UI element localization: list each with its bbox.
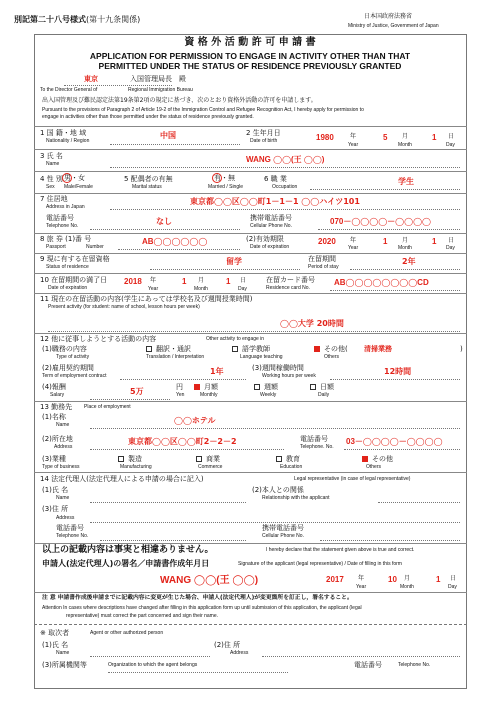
biz-other: その他 — [372, 455, 393, 463]
dob-label-en: Date of birth — [250, 138, 278, 144]
expiry-label: 10 在留期間の満了日 — [40, 276, 108, 284]
tel-value[interactable]: なし — [156, 217, 172, 226]
period-label-en: Period of stay — [308, 264, 339, 270]
expiry-day[interactable]: 1 — [226, 277, 231, 286]
other-activity-label: 12 他に従事しようとする活動の内容 — [40, 335, 157, 343]
passport-year-unit: 年 — [350, 237, 357, 244]
sign-month[interactable]: 10 — [388, 575, 397, 584]
form-number: 別記第二十八号様式(第十九条関係) — [14, 15, 141, 24]
note-en-1: Attention In cases where descriptions have changed after filling in this application form up until submission of this application, the applicant (legal — [42, 605, 362, 611]
weekly-label: 週額 — [264, 383, 278, 391]
legal-rep-name-label-en: Name — [56, 495, 70, 501]
agent-divider — [34, 624, 467, 625]
agent-name-line — [90, 656, 210, 657]
agent-addr-label-en: Address — [230, 650, 249, 656]
name-line — [110, 167, 460, 168]
monthly-label: 月額 — [204, 383, 218, 391]
legal-rep-rel-line — [378, 502, 460, 503]
employment-label-en: Place of employment — [84, 404, 131, 410]
legal-rep-label-en: Legal representative (in case of legal representative) — [294, 476, 411, 482]
salary-label: (4)報酬 — [42, 383, 66, 391]
checkbox-commerce[interactable] — [196, 456, 202, 462]
sex-label: 4 性 別 — [40, 175, 63, 183]
addressee-to-en: To the Director General of — [40, 87, 98, 93]
dob-month[interactable]: 5 — [383, 133, 388, 142]
contract-label-en: Term of employment contract — [42, 373, 107, 379]
sign-day[interactable]: 1 — [436, 575, 441, 584]
opt-other-en: Others — [324, 354, 340, 360]
tel-label: 電話番号 — [46, 214, 74, 222]
checkbox-translation[interactable] — [146, 346, 152, 352]
name-value[interactable]: WANG ◯◯(王 ◯◯) — [246, 155, 325, 164]
employer-name-value[interactable]: ◯◯ホテル — [174, 416, 216, 425]
addressee-bureau-en: Regional Immigration Bureau — [128, 87, 193, 93]
nationality-line — [110, 144, 240, 145]
passport-expiry-month[interactable]: 1 — [383, 237, 388, 246]
rule-12 — [34, 543, 467, 544]
address-value[interactable]: 東京都◯◯区◯◯町1－1－1 ◯◯ハイツ101 — [190, 197, 360, 206]
legal-rep-cell-label: 携帯電話番号 — [262, 524, 304, 532]
hours-label: (3)週間稼働時間 — [252, 364, 304, 372]
present-activity-line — [48, 331, 460, 332]
period-label: 在留期間 — [308, 255, 336, 263]
daily-label: 日額 — [320, 383, 334, 391]
employer-tel-line — [344, 449, 460, 450]
declaration-jp: 以上の記載内容は事実と相違ありません。 — [42, 545, 214, 555]
business-label-en: Type of business — [42, 464, 80, 470]
address-line — [110, 209, 460, 210]
legal-rep-addr-line — [90, 522, 460, 523]
agent-name-label: (1)氏 名 — [42, 641, 69, 649]
dob-day[interactable]: 1 — [432, 133, 437, 142]
occupation-label-en: Occupation — [272, 184, 298, 190]
rule-3 — [34, 171, 467, 172]
employer-tel-label-en: Telephone. No. — [300, 444, 334, 450]
employer-addr-label-en: Address — [54, 444, 73, 450]
employer-name-label: (1)名称 — [42, 413, 66, 421]
biz-other-en: Others — [366, 464, 382, 470]
biz-education: 教育 — [286, 455, 300, 463]
agent-org-label-en: Organization to which the agent belongs — [108, 662, 198, 668]
business-label: (3)業種 — [42, 455, 66, 463]
activity-type-label-en: Type of activity — [56, 354, 90, 360]
opt-other: その他( — [324, 345, 348, 353]
checkbox-education[interactable] — [276, 456, 282, 462]
checkbox-weekly[interactable] — [254, 384, 260, 390]
checkbox-monthly[interactable] — [194, 384, 200, 390]
daily-label-en: Daily — [318, 392, 330, 398]
checkbox-biz-other[interactable] — [362, 456, 368, 462]
employer-addr-line — [90, 449, 284, 450]
employer-name-line — [90, 428, 460, 429]
dob-year-unit: 年 — [350, 133, 357, 140]
present-activity-value[interactable]: ◯◯大学 20時間 — [280, 319, 344, 328]
legal-rep-tel-label-en: Telephone No. — [56, 533, 89, 539]
tel-label-en: Telephone No. — [46, 223, 79, 229]
passport-number-en: Number — [86, 244, 104, 250]
sex-options-en: Male/Female — [64, 184, 93, 190]
address-label: 7 住居地 — [40, 195, 68, 203]
sign-label-jp: 申請人(法定代理人)の署名／申請書作成年月日 — [42, 559, 210, 568]
passport-expiry-year[interactable]: 2020 — [318, 237, 336, 246]
nationality-label: 1 国 籍・地 域 — [40, 129, 87, 137]
rule-11 — [34, 472, 467, 473]
addressee-city: 東京 — [84, 75, 98, 83]
opt-other-value[interactable]: 清掃業務 — [364, 345, 392, 353]
sign-month-en: Month — [400, 584, 414, 590]
expiry-month-en: Month — [194, 286, 208, 292]
dob-year[interactable]: 1980 — [316, 133, 334, 142]
period-line — [350, 269, 460, 270]
legal-rep-name-label: (1)氏 名 — [42, 486, 69, 494]
passport-month-unit: 月 — [402, 237, 409, 244]
marital-options[interactable]: 有・無 — [214, 174, 235, 182]
expiry-year[interactable]: 2018 — [124, 277, 142, 286]
signature[interactable]: WANG ◯◯(王 ◯◯) — [160, 575, 259, 586]
present-activity-label-en: Present activity (for student: name of school, lesson hours per week) — [48, 304, 200, 310]
sign-day-unit: 日 — [450, 575, 457, 582]
sex-label-en: Sex — [46, 184, 55, 190]
legal-rep-label: 14 法定代理人(法定代理人による申請の場合に記入) — [40, 475, 204, 483]
passport-expiry-label-en: Date of expiration — [250, 244, 290, 250]
expiry-year-en: Year — [148, 286, 159, 292]
activity-type-label: (1)職務の内容 — [42, 345, 87, 353]
cell-label: 携帯電話番号 — [250, 214, 292, 222]
biz-manufacturing: 製造 — [128, 455, 142, 463]
legal-rep-tel-label: 電話番号 — [56, 524, 84, 532]
employer-tel-label: 電話番号 — [300, 435, 328, 443]
title-en-1: APPLICATION FOR PERMISSION TO ENGAGE IN ACTIVITY OTHER THAN THAT — [89, 51, 411, 61]
expiry-month[interactable]: 1 — [182, 277, 187, 286]
rule-5 — [34, 233, 467, 234]
dob-day-unit: 日 — [448, 133, 455, 140]
ministry-en: Ministry of Justice, Government of Japan — [348, 23, 439, 29]
employer-addr-value[interactable]: 東京都◯◯区◯◯町2－2－2 — [128, 437, 237, 446]
contract-line — [120, 379, 246, 380]
sign-year-en: Year — [356, 584, 367, 590]
cell-line — [318, 229, 460, 230]
tel-line — [90, 229, 240, 230]
opt-language-en: Language teaching — [240, 354, 283, 360]
dob-day-en: Day — [446, 142, 455, 148]
passport-month-en: Month — [398, 245, 412, 251]
hours-value[interactable]: 12時間 — [384, 367, 412, 376]
opt-other-close: ) — [460, 345, 463, 353]
passport-year-en: Year — [348, 245, 359, 251]
status-label: 9 現に有する在留資格 — [40, 255, 110, 263]
sign-label-en: Signature of the applicant (legal representative) / Date of filling in this form — [238, 561, 402, 567]
addressee-line — [64, 85, 172, 86]
hours-line — [330, 379, 460, 380]
opt-language: 語学教師 — [242, 345, 270, 353]
agent-name-label-en: Name — [56, 650, 70, 656]
checkbox-daily[interactable] — [310, 384, 316, 390]
marital-label: 5 配偶者の有無 — [124, 175, 173, 183]
status-value[interactable]: 留学 — [226, 257, 242, 266]
biz-education-en: Education — [280, 464, 303, 470]
rule-13 — [34, 592, 467, 593]
opt-translation: 翻訳・通訳 — [156, 345, 191, 353]
rule-8 — [34, 293, 467, 294]
contract-value[interactable]: 1年 — [210, 367, 224, 376]
agent-org-label: (3)所属機関等 — [42, 661, 87, 669]
employer-addr-label: (2)所在地 — [42, 435, 73, 443]
employer-tel-value[interactable]: 03－◯◯◯◯－◯◯◯◯ — [346, 437, 443, 446]
marital-label-en: Marital status — [132, 184, 162, 190]
monthly-label-en: Monthly — [200, 392, 218, 398]
legal-rep-addr-label-en: Address — [56, 515, 75, 521]
nationality-label-en: Nationality / Region — [46, 138, 90, 144]
rule-4 — [34, 193, 467, 194]
checkbox-language[interactable] — [232, 346, 238, 352]
hours-label-en: Working hours per week — [262, 373, 316, 379]
expiry-month-unit: 月 — [198, 277, 205, 284]
rule-2 — [34, 149, 467, 150]
biz-commerce: 商業 — [206, 455, 220, 463]
agent-label: ※ 取次者 — [40, 629, 70, 637]
occupation-label: 6 職 業 — [264, 175, 287, 183]
intro-jp: 出入国管理及び難民認定法第19条第2項の規定に基づき、次のとおり資格外活動の許可を申請します。 — [42, 97, 317, 104]
passport-line — [118, 249, 240, 250]
card-label-en: Residence card No. — [266, 285, 310, 291]
rule-1 — [34, 126, 467, 127]
address-label-en: Address in Japan — [46, 204, 85, 210]
occupation-value[interactable]: 学生 — [398, 177, 414, 186]
occupation-line — [310, 189, 460, 190]
expiry-day-en: Day — [238, 286, 247, 292]
legal-rep-rel-label: (2)本人との関係 — [252, 486, 304, 494]
passport-day-unit: 日 — [448, 237, 455, 244]
addressee-bureau: 入国管理局長 殿 — [130, 75, 186, 83]
present-activity-label: 11 現在の在留活動の内容(学生にあっては学校名及び週間授業時間) — [40, 295, 253, 303]
legal-rep-rel-label-en: Relationship with the applicant — [262, 495, 330, 501]
declaration-en: I hereby declare that the statement given above is true and correct. — [266, 547, 415, 553]
passport-day-en: Day — [446, 245, 455, 251]
employment-label: 13 勤務先 — [40, 403, 73, 411]
biz-manufacturing-en: Manufacturing — [120, 464, 152, 470]
marital-options-en: Married / Single — [208, 184, 244, 190]
agent-addr-line — [262, 656, 460, 657]
opt-translation-en: Translation / Interpretation — [146, 354, 205, 360]
agent-addr-label: (2)住 所 — [214, 641, 241, 649]
contract-label: (2)雇用契約期間 — [42, 364, 94, 372]
yen-label: 円 — [176, 383, 183, 391]
status-line — [150, 269, 300, 270]
legal-rep-addr-label: (3)住 所 — [42, 505, 69, 513]
sign-year-unit: 年 — [358, 575, 365, 582]
passport-number[interactable]: AB◯◯◯◯◯◯ — [142, 237, 208, 246]
legal-rep-cell-label-en: Cellular Phone No. — [262, 533, 304, 539]
dob-month-en: Month — [398, 142, 412, 148]
passport-label-en: Passport — [46, 244, 66, 250]
agent-org-line — [108, 672, 288, 673]
intro-en-1: Pursuant to the provisions of Paragraph 2 of Article 19-2 of the Immigration Control and Refugee Recognition Act, I hereby apply for permission to — [42, 107, 364, 113]
biz-commerce-en: Commerce — [198, 464, 223, 470]
employer-name-label-en: Name — [56, 422, 70, 428]
agent-tel-label: 電話番号 — [354, 661, 382, 669]
other-activity-label-en: Other activity to engage in — [206, 336, 265, 342]
name-label: 3 氏 名 — [40, 152, 63, 160]
passport-expiry-label: (2)有効期限 — [246, 235, 284, 243]
rule-7 — [34, 273, 467, 274]
ministry-jp: 日本国政府法務省 — [364, 13, 413, 20]
rule-6 — [34, 253, 467, 254]
cell-label-en: Cellular Phone No. — [250, 223, 292, 229]
name-label-en: Name — [46, 161, 60, 167]
card-line — [330, 290, 460, 291]
legal-rep-cell-line — [320, 540, 460, 541]
salary-line — [90, 399, 170, 400]
period-value[interactable]: 2年 — [402, 257, 416, 266]
sign-day-en: Day — [448, 584, 457, 590]
legal-rep-tel-line — [100, 540, 246, 541]
agent-label-en: Agent or other authorized person — [90, 630, 164, 636]
status-label-en: Status of residence — [46, 264, 89, 270]
weekly-label-en: Weekly — [260, 392, 277, 398]
sign-year[interactable]: 2017 — [326, 575, 344, 584]
sign-month-unit: 月 — [404, 575, 411, 582]
yen-label-en: Yen — [176, 392, 185, 398]
title-jp: 資 格 外 活 動 許 可 申 請 書 — [184, 37, 316, 48]
checkbox-manufacturing[interactable] — [118, 456, 124, 462]
note-en-2: representative) must correct the part concerned and sign their name. — [66, 613, 219, 619]
expiry-label-en: Date of expiration — [48, 285, 88, 291]
cell-value[interactable]: 070－◯◯◯◯－◯◯◯◯ — [330, 217, 431, 226]
nationality-value[interactable]: 中国 — [160, 131, 176, 140]
salary-label-en: Salary — [50, 392, 65, 398]
legal-rep-name-line — [90, 502, 246, 503]
rule-9 — [34, 333, 467, 334]
passport-expiry-day[interactable]: 1 — [432, 237, 437, 246]
passport-label: 8 旅 券 (1)番 号 — [40, 235, 92, 243]
agent-tel-label-en: Telephone No. — [398, 662, 431, 668]
dob-year-en: Year — [348, 142, 359, 148]
sex-options[interactable]: 男・女 — [64, 174, 85, 182]
card-value[interactable]: AB◯◯◯◯◯◯◯◯CD — [334, 278, 429, 287]
rule-10 — [34, 401, 467, 402]
expiry-year-unit: 年 — [150, 277, 157, 284]
salary-value[interactable]: 5万 — [130, 387, 144, 396]
title-en-2: PERMITTED UNDER THE STATUS OF RESIDENCE PREVIOUSLY GRANTED — [98, 61, 402, 71]
card-label: 在留カード番号 — [266, 276, 315, 284]
expiry-day-unit: 日 — [240, 277, 247, 284]
intro-en-2: engage in activities other than those permitted under the status of residence previously granted. — [42, 114, 254, 120]
dob-label: 2 生年月日 — [246, 129, 281, 137]
dob-month-unit: 月 — [402, 133, 409, 140]
checkbox-other[interactable] — [314, 346, 320, 352]
note-jp: 注 意 申請書作成後申請までに記載内容に変更が生じた場合、申請人(法定代理人)が変更箇所を訂正し，署名すること。 — [42, 595, 353, 601]
